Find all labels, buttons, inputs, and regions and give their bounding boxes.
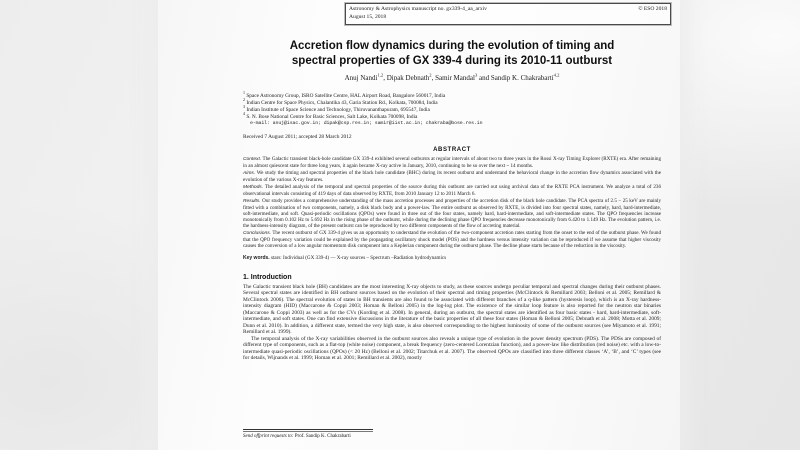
abstract-heading: ABSTRACT: [433, 147, 471, 154]
abstract-section: Results. Our study provides a comprehensive understanding of the mass accretion processes and properties of the accretion disk of the black hole candidate. The PCA spectra of 2.5 − 25 keV are mainly fitted with a combination of two components, namely, a disk black body and a power-law. The entire outburst as observed by RXTE, is divided into four spectral states, namely, hard, hard-intermediate, soft-intermediate, and soft. Quasi-periodic oscillations (QPOs) were found in three out of the four states, namely hard, hard-intermediate, and soft-intermediate states. The QPO frequencies increase monotonically from 0.102 Hz to 5.692 Hz in the rising phase of the outburst, while during the declining phase QPO frequencies decrease monotonically from 6.420 to 1.149 Hz. The evolution pattern, i.e. the hardness-intensity diagram, of the present outburst can be reproduced by two different components of the flow of accreting material.: [243, 198, 661, 230]
author: Samir Mandal$^3$ and: [435, 73, 491, 83]
affiliation: $^1$ Space Astronomy Group, ISRO Satellite Centre, HAL Airport Road, Bangalore 560017, India: [243, 90, 446, 100]
abstract-section: Context. The Galactic transient black-hole candidate GX 339-4 exhibited several outbursts at regular intervals of about two to three years in the Rossi X-ray Timing Explorer (RXTE) era. After remaining in an almost quiescent state for three long years, it again became X-ray active in January, 2010, continuing to be so over the next ~ 14 months.: [243, 156, 661, 170]
keywords-line: [243, 255, 661, 261]
title-line-1: Accretion flow dynamics during the evolution of timing and: [289, 40, 615, 52]
received-accepted-line: Received 7 August 2011; accepted 28 March 2012: [243, 134, 352, 141]
manuscript-number: Astronomy & Astrophysics manuscript no. gx339-4_aa_arxiv: [349, 6, 487, 12]
affiliation: $^4$ S. N. Bose National Centre for Basic Sciences, Salt Lake, Kolkata 700098, India: [243, 111, 418, 120]
paper-title: [243, 39, 661, 69]
copyright-notice: © ESO 2018: [638, 6, 667, 12]
title-line-2: spectral properties of GX 339-4 during its 2010-11 outburst: [291, 55, 613, 68]
footnote-value: Prof. Sandip K. Chakrabarti: [293, 434, 351, 439]
paper-page: [158, 0, 680, 450]
introduction-paragraph: The Galactic transient black hole (BH) candidates are the most interesting X-ray objects to study, as these sources undergo peculiar temporal and spectral changes during their outburst phases. Several spectral states are identified in BH outburst sources based on the evolution of their spectral and timing properties (McClintock & Remillard 2003; Belloni et al. 2005; Remillard & McClintock 2006). The spectral evolution of states in BH transients are also found to be associated with different branches of a q-like pattern (hysteresis loop), which is an X-ray hardness-intensity diagram (HID) (Maccarone & Coppi 2003; Homan & Belloni 2005) in the log-log plot. The existence of the similar loop feature is also reported for the neutron star binaries (Maccarone & Coppi 2003) as well as for the CVs (Kording et al. 2008). In general, during an outburst, the spectral states are identified as four basic states - hard, hard-intermediate, soft-intermediate, and soft states. One can find extensive discussions in the literature of the basic properties of all these four states (Homan & Belloni 2005; Debnath et al. 2008; Motta et al. 2009; Dunn et al. 2010). In addition, a different state, termed the very high state, is also observed corresponding to the highest luminosity of some of the outburst sources (see Miyamoto et al. 1991; Remillard et al. 1999).: [243, 283, 661, 336]
keywords-text: stars: Individual (GX 339-4) — X-ray sources – Spectrum –Radiation hydrodynamics: [270, 254, 447, 261]
affiliation: $^3$ Indian Institute of Space Science and Technology, Thiruvananthapuram, 695547, India: [243, 104, 430, 114]
author: Sandip K. Chakrabarti$^{4,2}$: [490, 73, 560, 83]
abstract-body: [243, 156, 661, 249]
header-date: August 15, 2018: [349, 14, 387, 21]
abstract-section: Conclusions. The recent outburst of GX 339-4 gives us an opportunity to understand the evolution of the two-component accretion rates starting from the onset to the end of the outburst phase. We found that the QPO frequency variation could be explained by the propagating oscillatory shock model (POS) and the hardness versus intensity variation can be reproduced if we assume that higher viscosity causes the conversion of a low angular momentum disk component into a Keplerian component during the outburst phase. The decline phase starts because of the reduction in the viscosity.: [243, 230, 661, 250]
footnote-rule: [243, 429, 373, 432]
footnote-text: [243, 434, 661, 439]
affiliations-block: [243, 90, 661, 127]
affiliation: $^2$ Indian Centre for Space Physics, Chalantika 43, Garia Station Rd., Kolkata, 700084, India: [243, 97, 438, 107]
introduction-paragraph: The temporal analysis of the X-ray variabilities observed in the outburst sources also reveals a unique type of evolution in the power density spectrum (PDS). The PDSs are composed of different type of components, such as a flat-top (white noise) component, a break frequency (zero-centered Lorentzian function), and a power-law like distribution (red noise) etc. with a low-to-intermediate quasi-periodic oscillations (QPOs) (< 20 Hz) (Belloni et al. 2002; Titarchuk et al. 2007). The observed QPOs are classified into three different classes ‘A’, ‘B’, and ‘C’ types (see for details, Wijnands et al. 1999; Homan et al. 2001; Remillard et al. 2002), mostly: [243, 335, 661, 362]
footnote-label: Send offprint requests to:: [243, 434, 294, 439]
section-heading-introduction: 1. Introduction: [243, 273, 292, 281]
keywords-label: Key words.: [243, 254, 270, 261]
email-line: e-mail: anuj@isac.gov.in; dipak@csp.res.in; samir@iist.ac.in; chakraba@bose.res.in: [250, 120, 483, 126]
author: Anuj Nandi$^{1,2}$,: [344, 73, 387, 83]
paper-content: [243, 0, 661, 362]
abstract-section: Aims. We study the timing and spectral properties of the black hole candidate (BHC) during its recent outburst and understand the behavioral change in the accretion flow dynamics associated with the evolution of the various X-ray features.: [243, 170, 661, 184]
abstract-section: Methods. The detailed analysis of the temporal and spectral properties of the source during this outburst are carried out using archival data of the RXTE PCA instrument. We analyze a total of 236 observational intervals consisting of 419 days of data observed by RXTE, from 2010 January 12 to 2011 March 6.: [243, 184, 661, 198]
footnote-block: [243, 429, 661, 439]
introduction-text: [243, 284, 661, 362]
author: Dipak Debnath$^2$,: [386, 73, 436, 83]
author-line: [243, 74, 661, 82]
